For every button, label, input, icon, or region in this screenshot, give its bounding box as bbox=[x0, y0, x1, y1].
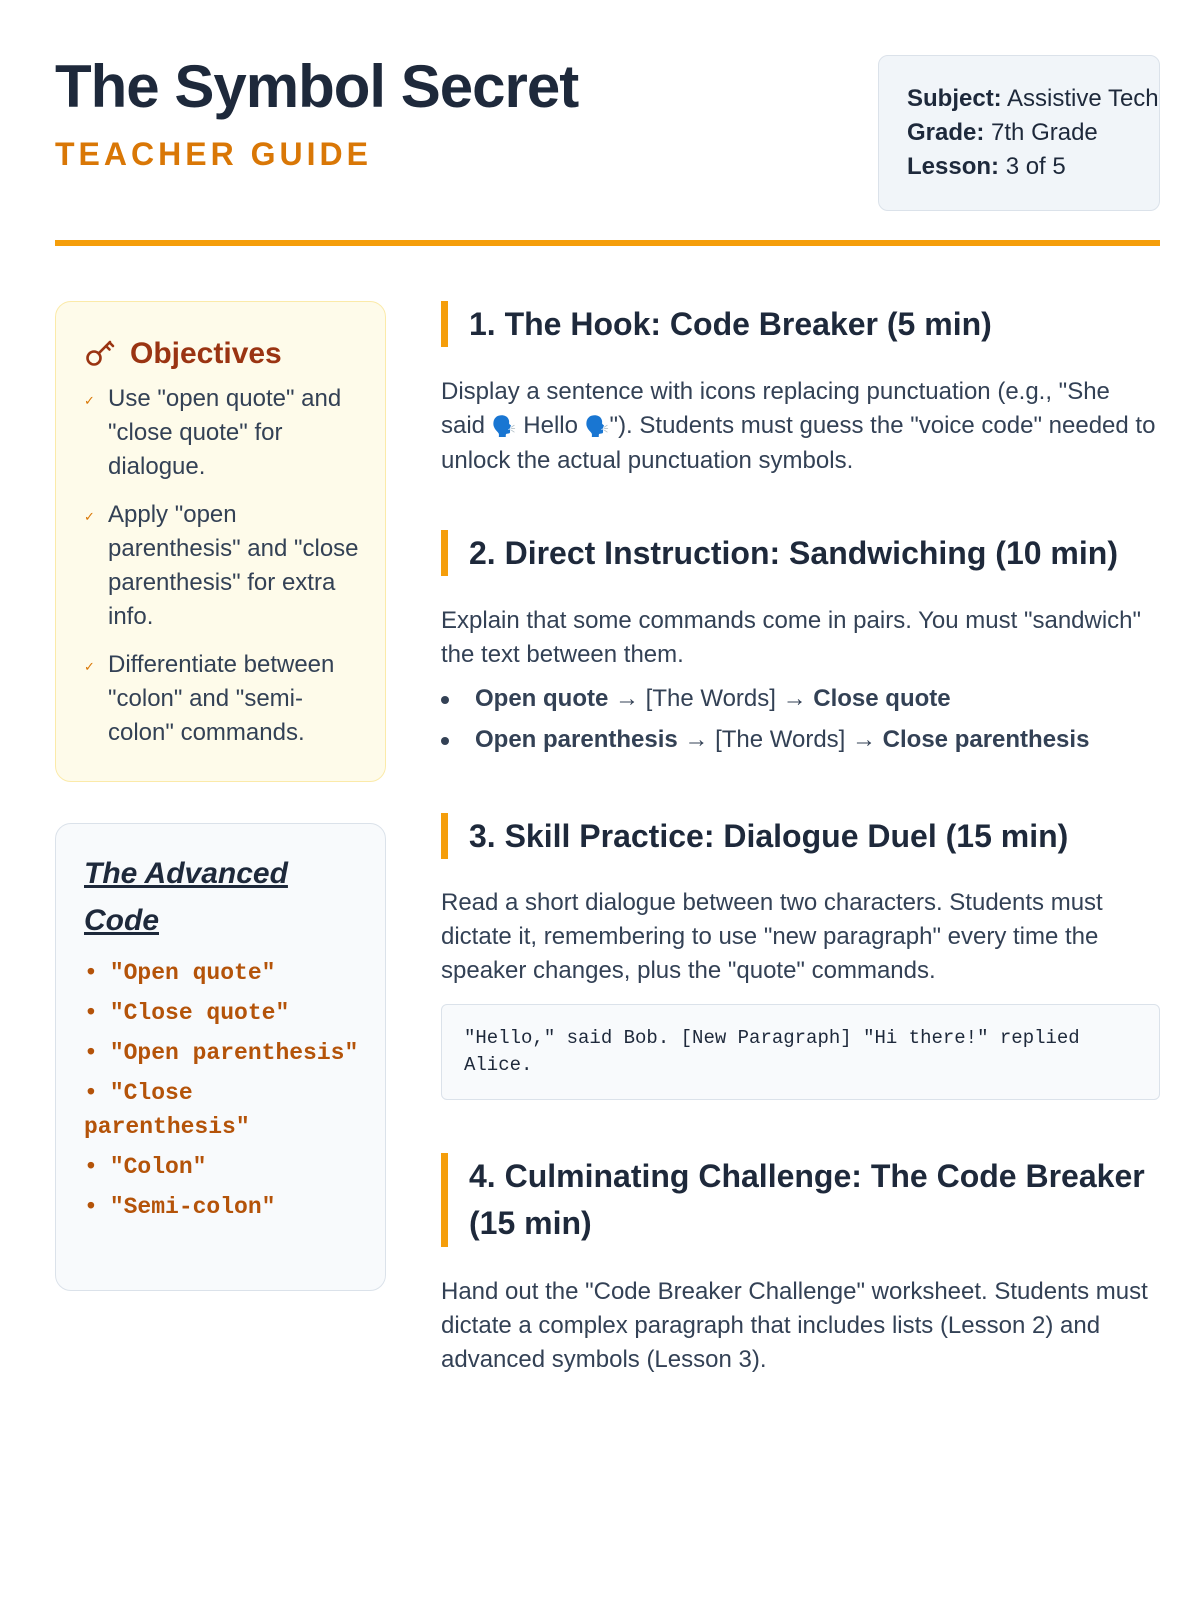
speaking-head-icon: 🗣️ bbox=[584, 416, 610, 438]
sandwich-middle: → [The Words] → bbox=[608, 685, 814, 712]
meta-grade-value: 7th Grade bbox=[991, 119, 1098, 146]
dialogue-example: "Hello," said Bob. [New Paragraph] "Hi there!" replied Alice. bbox=[441, 1004, 1160, 1100]
meta-grade-label: Grade: bbox=[907, 119, 985, 146]
close-command: Close quote bbox=[813, 685, 951, 712]
command-item bbox=[84, 1190, 365, 1224]
meta-lesson-label: Lesson: bbox=[907, 153, 1000, 180]
meta-subject-label: Subject: bbox=[907, 85, 1002, 112]
meta-lesson-value: 3 of 5 bbox=[1005, 153, 1066, 180]
advanced-code-panel bbox=[55, 823, 386, 1291]
header-divider bbox=[55, 240, 1160, 246]
meta-grade bbox=[907, 116, 1159, 150]
section-3-heading: 3. Skill Practice: Dialogue Duel (15 min) bbox=[441, 813, 1160, 859]
section-1-text-a: Display a sentence with icons replacing punctuation (e.g., "She said bbox=[441, 378, 1110, 439]
close-command: Close parenthesis bbox=[882, 726, 1090, 753]
objective-item bbox=[84, 498, 359, 634]
section-1-text-c: "). Students must guess the "voice code" needed to unlock the actual punctuation symbols. bbox=[441, 412, 1156, 474]
command-item bbox=[84, 996, 365, 1030]
objectives-header bbox=[84, 332, 359, 376]
meta-subject-value: Assistive Tech bbox=[1007, 85, 1159, 112]
page-header bbox=[55, 0, 1160, 245]
command-item bbox=[84, 956, 365, 990]
command-item bbox=[84, 1036, 365, 1070]
objectives-panel bbox=[55, 301, 386, 782]
sandwich-item bbox=[441, 723, 1160, 757]
bullet-icon: • bbox=[84, 1154, 98, 1180]
key-icon bbox=[84, 336, 130, 373]
objectives-list bbox=[84, 382, 359, 750]
bullet-icon: • bbox=[84, 1040, 98, 1066]
meta-subject bbox=[907, 82, 1159, 116]
section-3-text: Read a short dialogue between two characters. Students must dictate it, remembering to use "new paragraph" every time the speaker changes, plus the "quote" commands. bbox=[441, 889, 1103, 984]
command-text: "Open parenthesis" bbox=[109, 1040, 359, 1066]
check-icon: ✓ bbox=[84, 393, 95, 408]
command-text: "Colon" bbox=[109, 1154, 207, 1180]
command-text: "Open quote" bbox=[109, 960, 276, 986]
meta-lesson bbox=[907, 150, 1159, 184]
teacher-guide-page bbox=[55, 0, 1160, 1373]
sandwich-list bbox=[441, 682, 1160, 764]
page-subtitle: TEACHER GUIDE bbox=[55, 136, 372, 172]
command-text: "Close quote" bbox=[109, 1000, 290, 1026]
objective-item bbox=[84, 382, 359, 484]
objective-text: Apply "open parenthesis" and "close parenthesis" for extra info. bbox=[108, 501, 359, 630]
section-2-heading: 2. Direct Instruction: Sandwiching (10 min) bbox=[441, 530, 1160, 576]
command-list bbox=[84, 956, 365, 1224]
lesson-meta-box bbox=[878, 55, 1160, 211]
open-command: Open parenthesis bbox=[475, 726, 678, 753]
objectives-title: Objectives bbox=[130, 337, 282, 370]
command-item bbox=[84, 1150, 365, 1184]
page-title: The Symbol Secret bbox=[55, 53, 579, 120]
section-4-heading: 4. Culminating Challenge: The Code Breaker (15 min) bbox=[441, 1153, 1160, 1247]
bullet-icon: • bbox=[84, 960, 98, 986]
section-1-text-b: Hello bbox=[516, 412, 585, 439]
section-2-text: Explain that some commands come in pairs. You must "sandwich" the text between them. bbox=[441, 607, 1142, 668]
section-4-text: Hand out the "Code Breaker Challenge" worksheet. Students must dictate a complex paragraph that includes lists (Lesson 2) and advanced symbols (Lesson 3). bbox=[441, 1278, 1148, 1373]
command-text: "Semi-colon" bbox=[109, 1194, 276, 1220]
bullet-icon: • bbox=[84, 1194, 98, 1220]
check-icon: ✓ bbox=[84, 509, 95, 524]
sandwich-item bbox=[441, 682, 1160, 716]
section-1-heading: 1. The Hook: Code Breaker (5 min) bbox=[441, 301, 1160, 347]
section-1-text bbox=[441, 375, 1160, 478]
objective-text: Use "open quote" and "close quote" for dialogue. bbox=[108, 385, 342, 480]
command-text: "Close parenthesis" bbox=[84, 1080, 250, 1140]
objective-item bbox=[84, 648, 359, 750]
objective-text: Differentiate between "colon" and "semi-colon" commands. bbox=[108, 651, 335, 746]
check-icon: ✓ bbox=[84, 659, 95, 674]
speaking-head-icon: 🗣️ bbox=[491, 416, 517, 438]
bullet-icon: • bbox=[84, 1000, 98, 1026]
bullet-icon: • bbox=[84, 1080, 98, 1106]
command-item bbox=[84, 1076, 365, 1144]
open-command: Open quote bbox=[475, 685, 609, 712]
advanced-code-title: The Advanced Code bbox=[84, 857, 288, 937]
sandwich-middle: → [The Words] → bbox=[677, 726, 883, 753]
